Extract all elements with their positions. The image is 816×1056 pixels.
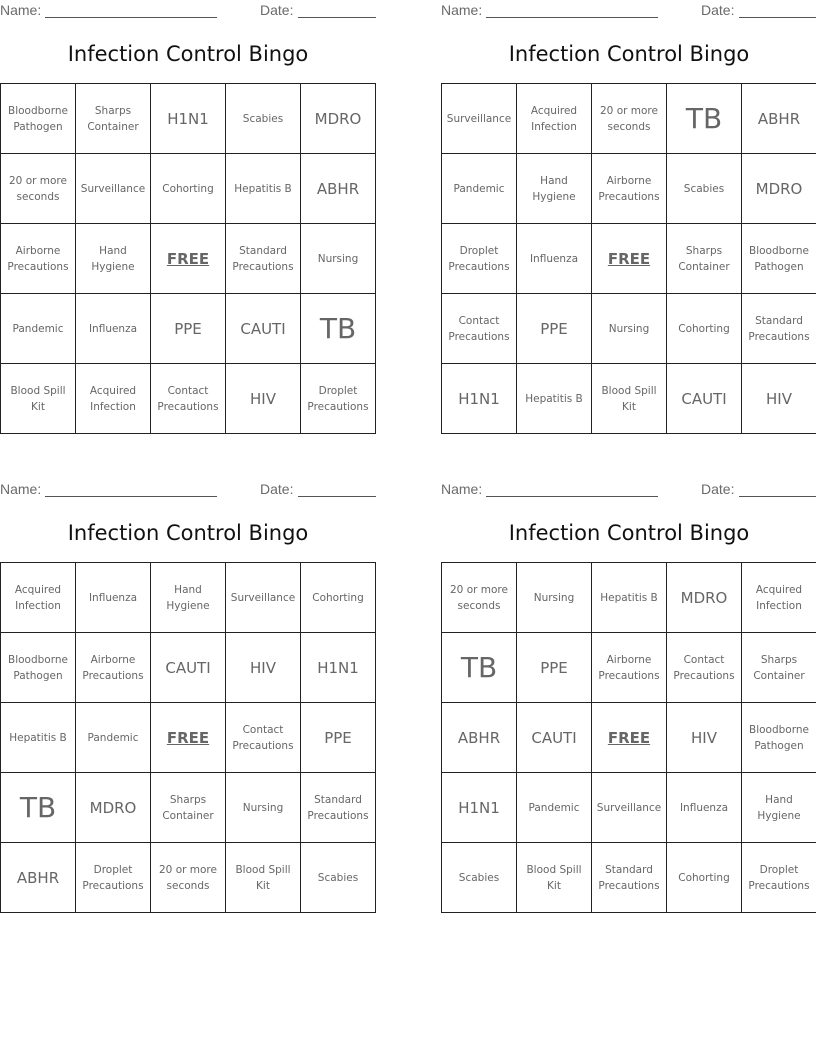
bingo-cell: ABHR xyxy=(742,84,816,154)
bingo-grid xyxy=(0,83,376,434)
bingo-cell: Acquired Infection xyxy=(76,364,151,434)
bingo-cell: CAUTI xyxy=(226,294,301,364)
bingo-cell: Droplet Precautions xyxy=(301,364,376,434)
bingo-cell: Standard Precautions xyxy=(742,294,816,364)
bingo-cell: Standard Precautions xyxy=(592,843,667,913)
name-date-row xyxy=(441,479,816,501)
date-label: Date: xyxy=(260,481,294,497)
free-space-cell: FREE xyxy=(151,224,226,294)
bingo-cell: Droplet Precautions xyxy=(442,224,517,294)
bingo-cell: Pandemic xyxy=(76,703,151,773)
bingo-cell: H1N1 xyxy=(442,364,517,434)
date-label: Date: xyxy=(260,2,294,18)
bingo-cell: Hand Hygiene xyxy=(742,773,816,843)
bingo-cell: Sharps Container xyxy=(742,633,816,703)
bingo-cell: Droplet Precautions xyxy=(742,843,816,913)
bingo-cell: Cohorting xyxy=(301,563,376,633)
bingo-cell: Influenza xyxy=(76,294,151,364)
bingo-cell: Contact Precautions xyxy=(442,294,517,364)
bingo-cell: Hand Hygiene xyxy=(517,154,592,224)
bingo-cell: 20 or more seconds xyxy=(151,843,226,913)
bingo-cell: Blood Spill Kit xyxy=(592,364,667,434)
bingo-cell: Cohorting xyxy=(667,843,742,913)
bingo-cell: ABHR xyxy=(442,703,517,773)
bingo-grid xyxy=(441,83,816,434)
bingo-cell: TB xyxy=(301,294,376,364)
bingo-cell: Nursing xyxy=(517,563,592,633)
bingo-cell: Surveillance xyxy=(76,154,151,224)
name-label: Name: xyxy=(441,2,483,18)
bingo-cell: Blood Spill Kit xyxy=(226,843,301,913)
bingo-cell: Nursing xyxy=(301,224,376,294)
bingo-cell: Hand Hygiene xyxy=(151,563,226,633)
bingo-cell: Airborne Precautions xyxy=(592,154,667,224)
name-label: Name: xyxy=(0,481,42,497)
bingo-card-1 xyxy=(0,0,376,432)
bingo-cell: Sharps Container xyxy=(76,84,151,154)
bingo-cell: Airborne Precautions xyxy=(76,633,151,703)
bingo-cell: Contact Precautions xyxy=(667,633,742,703)
bingo-cell: Bloodborne Pathogen xyxy=(742,224,816,294)
bingo-cell: Acquired Infection xyxy=(517,84,592,154)
bingo-cell: Acquired Infection xyxy=(742,563,816,633)
bingo-cell: Hepatitis B xyxy=(1,703,76,773)
bingo-cell: Hepatitis B xyxy=(517,364,592,434)
bingo-cell: Surveillance xyxy=(226,563,301,633)
bingo-cell: Sharps Container xyxy=(667,224,742,294)
bingo-cell: H1N1 xyxy=(301,633,376,703)
bingo-cell: Cohorting xyxy=(151,154,226,224)
bingo-cell: TB xyxy=(667,84,742,154)
name-line xyxy=(45,496,217,497)
bingo-cell: Standard Precautions xyxy=(301,773,376,843)
free-space-cell: FREE xyxy=(151,703,226,773)
bingo-grid xyxy=(0,562,376,913)
bingo-cell: ABHR xyxy=(301,154,376,224)
bingo-cell: Nursing xyxy=(226,773,301,843)
bingo-cell: TB xyxy=(1,773,76,843)
bingo-cell: Blood Spill Kit xyxy=(517,843,592,913)
bingo-cell: Cohorting xyxy=(667,294,742,364)
bingo-cell: 20 or more seconds xyxy=(1,154,76,224)
bingo-cell: Nursing xyxy=(592,294,667,364)
bingo-cell: PPE xyxy=(517,633,592,703)
bingo-cell: Bloodborne Pathogen xyxy=(1,84,76,154)
bingo-cell: Hand Hygiene xyxy=(76,224,151,294)
bingo-card-3 xyxy=(0,479,376,911)
bingo-cell: H1N1 xyxy=(442,773,517,843)
bingo-cell: Surveillance xyxy=(592,773,667,843)
bingo-cell: MDRO xyxy=(301,84,376,154)
bingo-cell: Influenza xyxy=(667,773,742,843)
bingo-cell: Droplet Precautions xyxy=(76,843,151,913)
date-line xyxy=(739,496,816,497)
card-title: Infection Control Bingo xyxy=(508,521,750,545)
bingo-cell: Scabies xyxy=(667,154,742,224)
bingo-cell: Pandemic xyxy=(517,773,592,843)
bingo-cell: 20 or more seconds xyxy=(592,84,667,154)
date-label: Date: xyxy=(701,481,735,497)
name-line xyxy=(486,17,658,18)
bingo-card-4 xyxy=(441,479,816,911)
bingo-cell: Pandemic xyxy=(442,154,517,224)
name-line xyxy=(45,17,217,18)
bingo-cell: Scabies xyxy=(226,84,301,154)
bingo-cell: Scabies xyxy=(442,843,517,913)
bingo-cell: Airborne Precautions xyxy=(592,633,667,703)
bingo-cell: Contact Precautions xyxy=(226,703,301,773)
bingo-cell: ABHR xyxy=(1,843,76,913)
bingo-cell: PPE xyxy=(301,703,376,773)
bingo-cell: CAUTI xyxy=(667,364,742,434)
date-line xyxy=(298,496,376,497)
bingo-cell: H1N1 xyxy=(151,84,226,154)
name-date-row xyxy=(0,0,376,22)
bingo-cell: MDRO xyxy=(667,563,742,633)
card-title: Infection Control Bingo xyxy=(508,42,750,66)
name-label: Name: xyxy=(0,2,42,18)
bingo-card-2 xyxy=(441,0,816,432)
bingo-cell: Pandemic xyxy=(1,294,76,364)
bingo-cell: CAUTI xyxy=(517,703,592,773)
date-label: Date: xyxy=(701,2,735,18)
date-line xyxy=(739,17,816,18)
date-line xyxy=(298,17,376,18)
bingo-cell: Bloodborne Pathogen xyxy=(742,703,816,773)
bingo-cell: Acquired Infection xyxy=(1,563,76,633)
bingo-cell: PPE xyxy=(517,294,592,364)
bingo-cell: Hepatitis B xyxy=(226,154,301,224)
bingo-cell: Blood Spill Kit xyxy=(1,364,76,434)
bingo-cell: TB xyxy=(442,633,517,703)
bingo-cell: Influenza xyxy=(76,563,151,633)
free-space-cell: FREE xyxy=(592,224,667,294)
bingo-cell: PPE xyxy=(151,294,226,364)
bingo-cell: Scabies xyxy=(301,843,376,913)
bingo-cell: Airborne Precautions xyxy=(1,224,76,294)
bingo-cell: MDRO xyxy=(742,154,816,224)
bingo-cell: Sharps Container xyxy=(151,773,226,843)
name-label: Name: xyxy=(441,481,483,497)
bingo-cell: Hepatitis B xyxy=(592,563,667,633)
bingo-cell: Surveillance xyxy=(442,84,517,154)
card-title: Infection Control Bingo xyxy=(67,521,309,545)
bingo-cell: HIV xyxy=(667,703,742,773)
bingo-cell: Contact Precautions xyxy=(151,364,226,434)
bingo-cell: 20 or more seconds xyxy=(442,563,517,633)
card-title: Infection Control Bingo xyxy=(67,42,309,66)
name-date-row xyxy=(0,479,376,501)
name-line xyxy=(486,496,658,497)
name-date-row xyxy=(441,0,816,22)
bingo-cell: HIV xyxy=(226,364,301,434)
bingo-cell: Standard Precautions xyxy=(226,224,301,294)
bingo-cell: MDRO xyxy=(76,773,151,843)
bingo-cell: HIV xyxy=(742,364,816,434)
bingo-grid xyxy=(441,562,816,913)
bingo-cell: HIV xyxy=(226,633,301,703)
bingo-cell: Influenza xyxy=(517,224,592,294)
bingo-cell: Bloodborne Pathogen xyxy=(1,633,76,703)
free-space-cell: FREE xyxy=(592,703,667,773)
bingo-cell: CAUTI xyxy=(151,633,226,703)
